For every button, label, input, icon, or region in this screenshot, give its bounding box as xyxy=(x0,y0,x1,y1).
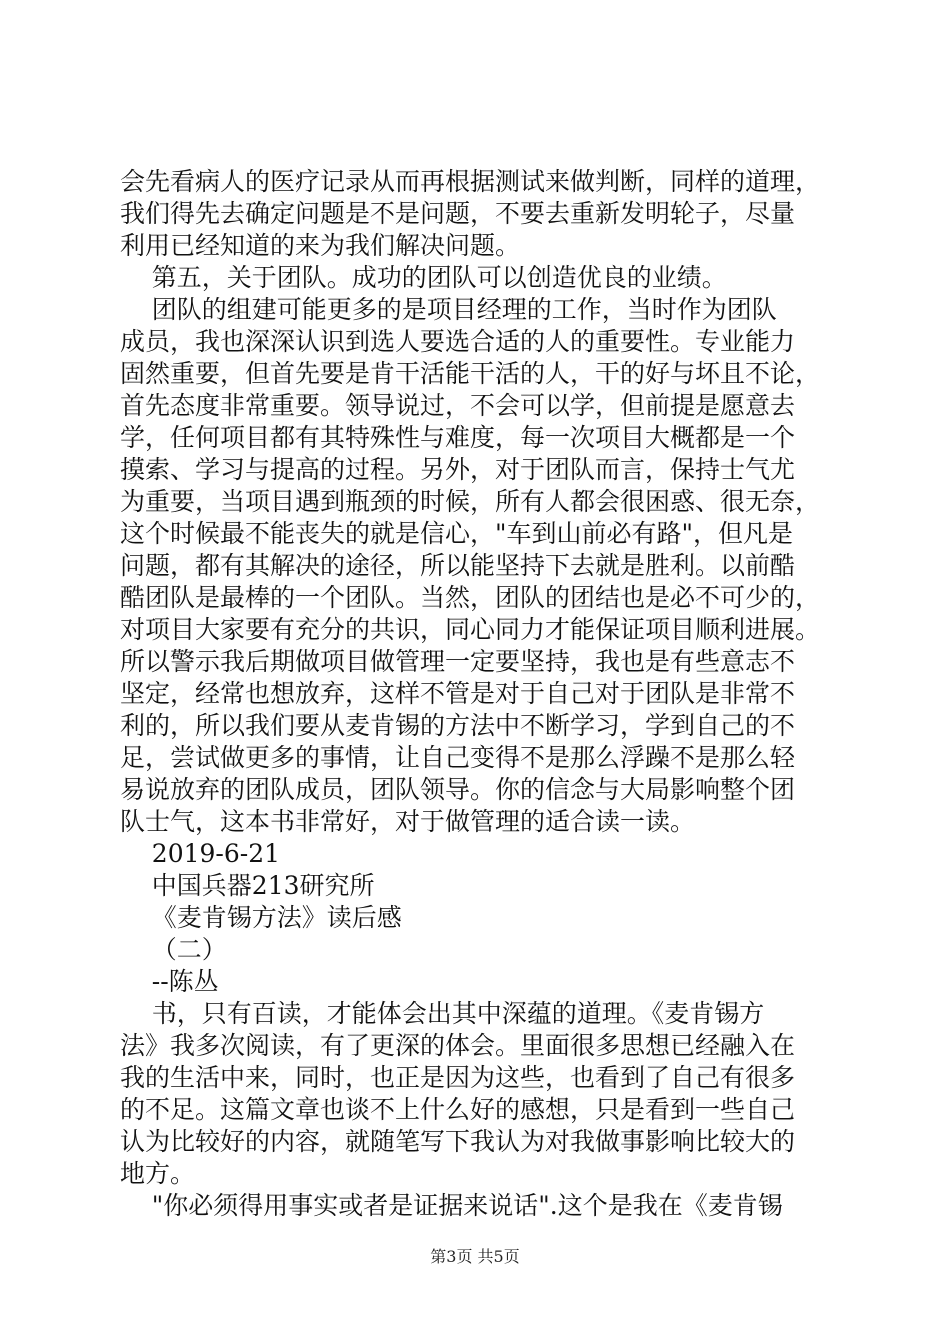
text-line: 地方。 xyxy=(120,1159,196,1188)
text-line: 对项目大家要有充分的共识，同心同力才能保证项目顺利进展。 xyxy=(120,615,821,644)
text-line: "你必须得用事实或者是证据来说话".这个是我在《麦肯锡 xyxy=(120,1191,783,1220)
text-line: 2019-6-21 xyxy=(120,839,281,868)
text-line: 我的生活中来，同时，也正是因为这些，也看到了自己有很多 xyxy=(120,1063,796,1092)
text-line: 易说放弃的团队成员，团队领导。你的信念与大局影响整个团 xyxy=(120,775,796,804)
body-text xyxy=(120,166,832,1222)
text-line: 坚定，经常也想放弃，这样不管是对于自己对于团队是非常不 xyxy=(120,679,796,708)
text-line: 酷团队是最棒的一个团队。当然，团队的团结也是必不可少的， xyxy=(120,583,821,612)
text-line: 成员，我也深深认识到选人要选合适的人的重要性。专业能力 xyxy=(120,327,796,356)
text-line: 这个时候最不能丧失的就是信心，"车到山前必有路"，但凡是 xyxy=(120,519,794,548)
text-line: 队士气，这本书非常好，对于做管理的适合读一读。 xyxy=(120,807,696,836)
text-line: 中国兵器213研究所 xyxy=(120,871,375,900)
text-line: 团队的组建可能更多的是项目经理的工作，当时作为团队 xyxy=(120,295,777,324)
text-line: 所以警示我后期做项目做管理一定要坚持，我也是有些意志不 xyxy=(120,647,796,676)
text-line: 《麦肯锡方法》读后感 xyxy=(120,903,402,932)
text-line: 问题，都有其解决的途径，所以能坚持下去就是胜利。以前酷 xyxy=(120,551,796,580)
text-line: 认为比较好的内容，就随笔写下我认为对我做事影响比较大的 xyxy=(120,1127,796,1156)
text-line: 固然重要，但首先要是肯干活能干活的人，干的好与坏且不论， xyxy=(120,359,821,388)
text-line: --陈丛 xyxy=(120,967,219,996)
text-line: 的不足。这篇文章也谈不上什么好的感想，只是看到一些自己 xyxy=(120,1095,796,1124)
text-line: 利的，所以我们要从麦肯锡的方法中不断学习，学到自己的不 xyxy=(120,711,796,740)
text-line: 利用已经知道的来为我们解决问题。 xyxy=(120,231,521,260)
text-line: 法》我多次阅读，有了更深的体会。里面很多思想已经融入在 xyxy=(120,1031,796,1060)
text-line: 我们得先去确定问题是不是问题，不要去重新发明轮子，尽量 xyxy=(120,199,796,228)
text-line: 会先看病人的医疗记录从而再根据测试来做判断，同样的道理， xyxy=(120,167,821,196)
text-line: 为重要，当项目遇到瓶颈的时候，所有人都会很困惑、很无奈， xyxy=(120,487,821,516)
text-line: 第五，关于团队。成功的团队可以创造优良的业绩。 xyxy=(120,263,727,292)
text-line: 摸索、学习与提高的过程。另外，对于团队而言，保持士气尤 xyxy=(120,455,796,484)
text-line: 首先态度非常重要。领导说过，不会可以学，但前提是愿意去 xyxy=(120,391,796,420)
text-line: 书，只有百读，才能体会出其中深蕴的道理。《麦肯锡方 xyxy=(120,999,765,1028)
page-footer: 第3页 共5页 xyxy=(430,1247,520,1266)
text-line: 足，尝试做更多的事情，让自己变得不是那么浮躁不是那么轻 xyxy=(120,743,796,772)
text-line: （二） xyxy=(120,935,227,964)
text-line: 学，任何项目都有其特殊性与难度，每一次项目大概都是一个 xyxy=(120,423,796,452)
